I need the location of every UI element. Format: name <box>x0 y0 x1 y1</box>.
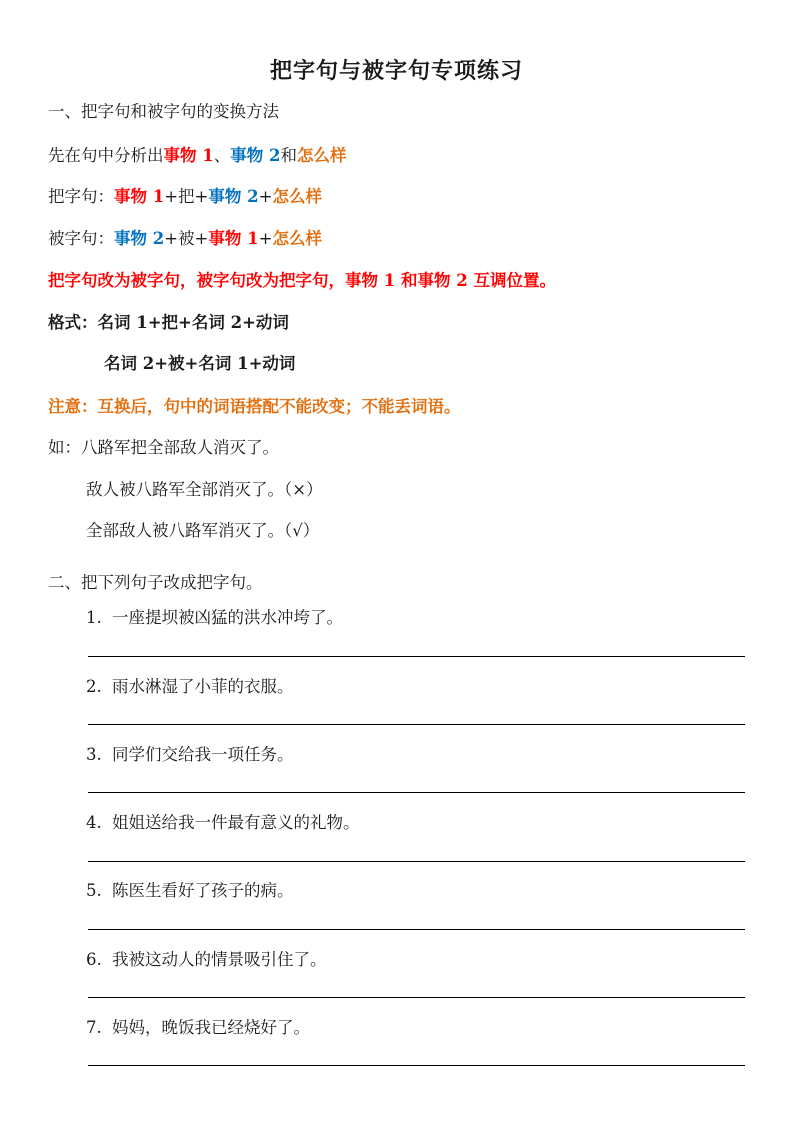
bei-thing2: 事物 2 <box>114 229 165 248</box>
question-number: 3. <box>86 745 102 764</box>
question-text: 陈医生看好了孩子的病。 <box>112 881 294 900</box>
analyze-sep: 、 <box>213 146 231 165</box>
bei-plus: + <box>258 229 273 248</box>
answer-line-4[interactable] <box>88 861 745 862</box>
ba-plus: + <box>258 187 273 206</box>
thing1-label: 事物 1 <box>163 146 214 165</box>
question-number: 6. <box>86 950 102 969</box>
question-item <box>86 604 343 628</box>
ba-thing1: 事物 1 <box>114 187 165 206</box>
ba-thing2: 事物 2 <box>208 187 259 206</box>
section2-heading: 二、把下列句子改成把字句。 <box>48 573 263 592</box>
answer-line-5[interactable] <box>88 929 745 930</box>
example-original-line <box>48 434 279 458</box>
format-line-2: 名词 2+被+名词 1+动词 <box>104 354 296 373</box>
question-item <box>86 877 294 901</box>
ba-plus-ba: +把+ <box>164 187 209 206</box>
question-text: 我被这动人的情景吸引住了。 <box>112 950 327 969</box>
question-text: 妈妈，晚饭我已经烧好了。 <box>112 1018 310 1037</box>
answer-line-1[interactable] <box>88 656 745 657</box>
analyze-and: 和 <box>280 146 297 165</box>
note-line: 注意：互换后，句中的词语搭配不能改变；不能丢词语。 <box>48 397 461 416</box>
question-text: 姐姐送给我一件最有意义的礼物。 <box>112 813 360 832</box>
ba-how: 怎么样 <box>272 187 322 206</box>
bei-formula-line <box>48 225 322 249</box>
question-text: 雨水淋湿了小菲的衣服。 <box>112 677 294 696</box>
section1-heading: 一、把字句和被字句的变换方法 <box>48 102 279 121</box>
analyze-line <box>48 142 346 166</box>
analyze-prefix: 先在句中分析出 <box>48 146 164 165</box>
conversion-rule: 把字句改为被字句，被字句改为把字句，事物 1 和事物 2 互调位置。 <box>48 271 556 290</box>
example-label: 如： <box>48 438 81 457</box>
bei-thing1: 事物 1 <box>208 229 259 248</box>
example-right: 全部敌人被八路军消灭了。（√） <box>86 521 320 540</box>
answer-line-3[interactable] <box>88 792 745 793</box>
question-number: 7. <box>86 1018 102 1037</box>
question-item <box>86 673 294 697</box>
question-number: 4. <box>86 813 102 832</box>
ba-formula-line <box>48 183 322 207</box>
answer-line-6[interactable] <box>88 997 745 998</box>
bei-label: 被字句： <box>48 229 114 248</box>
thing2-label: 事物 2 <box>230 146 281 165</box>
format-line-1: 格式：名词 1+把+名词 2+动词 <box>48 313 289 332</box>
question-text: 一座提坝被凶猛的洪水冲垮了。 <box>112 608 343 627</box>
ba-label: 把字句： <box>48 187 114 206</box>
example-original: 八路军把全部敌人消灭了。 <box>81 438 279 457</box>
question-item <box>86 741 294 765</box>
question-number: 1. <box>86 608 102 627</box>
bei-plus-bei: +被+ <box>164 229 209 248</box>
how-label: 怎么样 <box>296 146 347 165</box>
question-item <box>86 946 327 970</box>
question-item <box>86 809 360 833</box>
question-number: 5. <box>86 881 102 900</box>
question-item <box>86 1014 310 1038</box>
question-text: 同学们交给我一项任务。 <box>112 745 294 764</box>
bei-how: 怎么样 <box>272 229 322 248</box>
answer-line-7[interactable] <box>88 1065 745 1066</box>
question-number: 2. <box>86 677 102 696</box>
page-title: 把字句与被字句专项练习 <box>269 58 523 84</box>
example-wrong: 敌人被八路军全部消灭了。（×） <box>86 480 323 499</box>
answer-line-2[interactable] <box>88 724 745 725</box>
